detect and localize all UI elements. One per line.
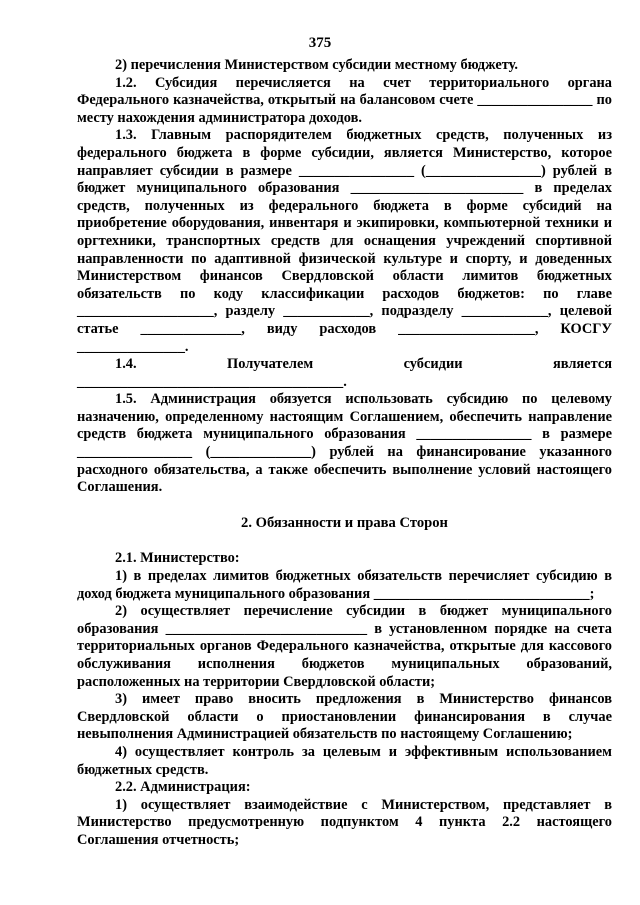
paragraph-2-1-item-3: 3) имеет право вносить предложения в Министерство финансов Свердловской области о приостановлении финансирования в случае невыполнения Администрацией обязательств по настоящему Соглашению; xyxy=(77,691,612,743)
paragraph-1-4: 1.4. Получателем субсидии является _____________________________________. xyxy=(77,356,612,390)
paragraph-1-5: 1.5. Администрация обязуется использовать субсидию по целевому назначению, определенному настоящим Соглашением, обеспечить направление средств бюджета муниципального образования ________________ в размере ________________ (______________) рублей на финансирование указанного расходного обязательства, а также обеспечить выполнение условий настоящего Соглашения. xyxy=(77,391,612,496)
paragraph-2-1: 2.1. Министерство: xyxy=(115,550,240,567)
page-number: 375 xyxy=(308,35,332,51)
paragraph-1-2: 1.2. Субсидия перечисляется на счет территориального органа Федерального казначейства, открытый на балансовом счете ________________ по месту нахождения администратора доходов. xyxy=(77,74,612,126)
paragraph-2-2-item-1: 1) осуществляет взаимодействие с Министерством, представляет в Министерство предусмотренную подпунктом 4 пункта 2.2 настоящего Соглашения отчетность; xyxy=(77,796,612,848)
section-heading: 2. Обязанности и права Сторон xyxy=(241,514,448,531)
paragraph-2-1-item-2: 2) осуществляет перечисление субсидии в бюджет муниципального образования ____________________________ в установленном порядке на счета территориальных органов Федерального казначейства, открытые для кассового обслуживания исполнения бюджетов муниципальных образований, расположенных на территории Свердловской области; xyxy=(77,603,612,690)
paragraph-transfer-item-2: 2) перечисления Министерством субсидии местному бюджету. xyxy=(115,57,518,73)
paragraph-2-2: 2.2. Администрация: xyxy=(115,779,251,796)
paragraph-1-3: 1.3. Главным распорядителем бюджетных средств, полученных из федерального бюджета в форме субсидии, является Министерство, которое направляет субсидии в размере ________________ (________________) рублей в бюджет муниципального образования ________________________ в пределах средств, полученных из федерального бюджета в форме субсидий на приобретение оборудования, инвентаря и экипировки, компьютерной техники и оргтехники, транспортных средств для оснащения учреждений спортивной направленности по адаптивной физической культуре и спорту, и доведенных Министерством финансов Свердловской области лимитов бюджетных обязательств по коду классификации расходов бюджетов: по главе ___________________, разделу ____________, подразделу ____________, целевой статье ______________, виду расходов ___________________, КОСГУ _______________. xyxy=(77,127,612,355)
paragraph-2-1-item-4: 4) осуществляет контроль за целевым и эффективным использованием бюджетных средств. xyxy=(77,743,612,778)
document-body xyxy=(77,57,612,850)
paragraph-2-1-item-1: 1) в пределах лимитов бюджетных обязательств перечисляет субсидию в доход бюджета муниципального образования ______________________________; xyxy=(77,568,612,602)
